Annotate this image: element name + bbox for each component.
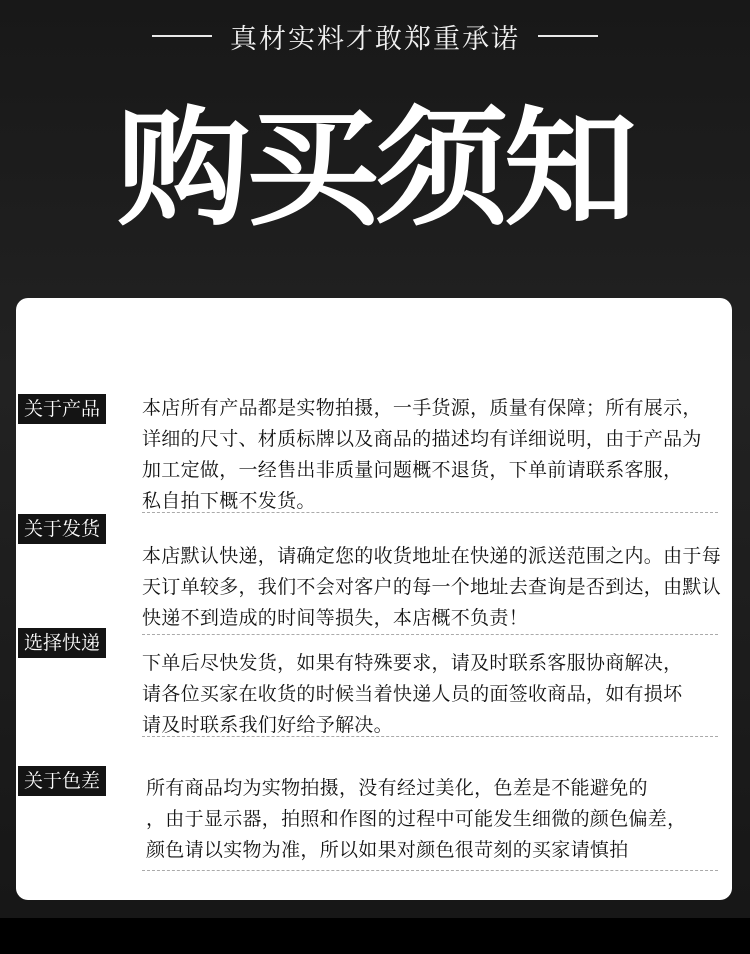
section-divider [142,634,718,635]
section-divider [142,870,718,871]
text-line: 天订单较多，我们不会对客户的每一个地址去查询是否到达，由默认 [142,576,722,598]
section-label-product: 关于产品 [18,394,106,424]
text-line: 下单后尽快发货，如果有特殊要求，请及时联系客服协商解决， [142,652,683,674]
section-label-color: 关于色差 [18,766,106,796]
section-body-shipping [142,541,722,634]
section-body-product [142,393,712,517]
tagline-left-rule [152,35,212,37]
notice-card [16,298,732,900]
tagline [0,14,750,58]
text-line: 本店默认快递，请确定您的收货地址在快递的派送范围之内。由于每 [142,545,722,567]
section-body-color [146,773,716,866]
text-line: 颜色请以实物为准，所以如果对颜色很苛刻的买家请慎拍 [146,839,629,861]
tagline-text: 真材实料才敢郑重承诺 [230,23,520,55]
page-title: 购买须知 [117,95,633,244]
section-divider [142,512,718,513]
section-label-shipping: 关于发货 [18,514,106,544]
text-line: ，由于显示器，拍照和作图的过程中可能发生细微的颜色偏差， [146,808,687,830]
text-line: 快递不到造成的时间等损失，本店概不负责！ [142,607,529,629]
tagline-right-rule [538,35,598,37]
section-body-courier [142,648,712,741]
text-line: 所有商品均为实物拍摄，没有经过美化，色差是不能避免的 [146,777,648,799]
text-line: 私自拍下概不发货。 [142,490,316,512]
section-label-courier: 选择快递 [18,628,106,658]
section-divider [142,736,718,737]
text-line: 详细的尺寸、材质标牌以及商品的描述均有详细说明，由于产品为 [142,428,702,450]
text-line: 请各位买家在收货的时候当着快递人员的面签收商品，如有损坏 [142,683,683,705]
bottom-band [0,918,750,954]
text-line: 加工定做，一经售出非质量问题概不退货，下单前请联系客服， [142,459,683,481]
text-line: 请及时联系我们好给予解决。 [142,714,393,736]
text-line: 本店所有产品都是实物拍摄，一手货源，质量有保障；所有展示， [142,397,702,419]
